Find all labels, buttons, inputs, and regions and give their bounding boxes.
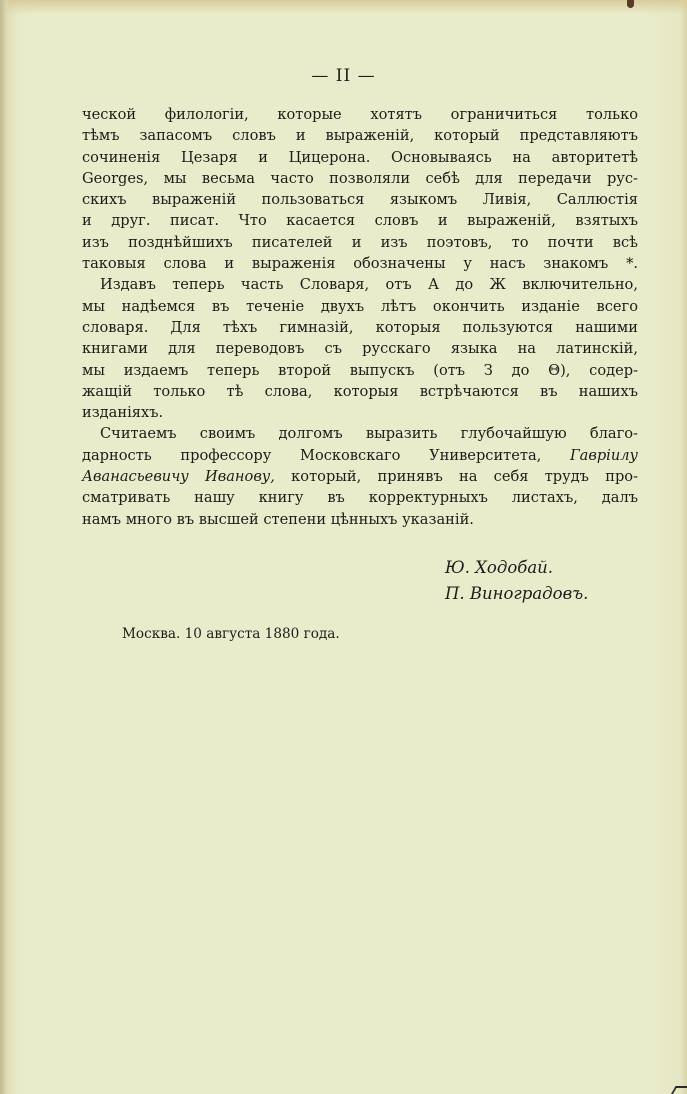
text-line: Georges, мы весьма часто позволяли себѣ для передачи рус- [82,169,638,187]
text-line: изданіяхъ. [82,404,164,422]
page-number: — II — [311,66,376,86]
text-line: тѣмъ запасомъ словъ и выраженій, который представляютъ [82,127,638,145]
signature-khodobay: Ю. Ходобай. [445,558,554,577]
text-line: ческой филологіи, которые хотятъ ограничиться только [82,106,638,123]
text-line: таковыя слова и выраженія обозначены у насъ знакомъ *. [82,255,638,273]
text-line: сочиненія Цезаря и Цицерона. Основываясь на авторитетѣ [82,148,638,166]
signatures [445,555,588,607]
text-line: Издавъ теперь часть Словаря, отъ А до Ж включительно, [100,276,638,294]
text-fragment: дарность профессору Московскаго Университета, [82,446,542,464]
text-line: скихъ выраженій пользоваться языкомъ Ливія, Саллюстія [82,191,638,209]
body-text [82,104,638,530]
text-line [82,445,638,466]
page-corner-mark [671,1086,687,1094]
italic-name: Аванасьевичу Иванову, [82,468,275,486]
italic-name: Гаврiилу [569,446,638,464]
binding-mark [627,0,634,8]
signature-vinogradov: П. Виноградовъ. [445,584,589,603]
text-line: и друг. писат. Что касается словъ и выраженій, взятыхъ [82,212,638,230]
text-line: изъ позднѣйшихъ писателей и изъ поэтовъ, то почти всѣ [82,233,638,251]
text-line: книгами для переводовъ съ русскаго языка на латинскій, [82,340,638,358]
date-line: Москва. 10 августа 1880 года. [122,626,340,642]
text-line: намъ много въ высшей степени цѣнныхъ указаній. [82,510,474,528]
text-line [82,466,638,487]
text-line: Считаемъ своимъ долгомъ выразить глубочайшую благо- [100,425,638,443]
text-line: жащій только тѣ слова, которыя встрѣчаются въ нашихъ [82,382,638,400]
text-line: мы издаемъ теперь второй выпускъ (отъ З до Θ), содер- [82,361,638,379]
text-fragment: который, принявъ на себя трудъ про- [291,468,639,486]
text-line: словаря. Для тѣхъ гимназій, которыя пользуются нашими [82,318,638,336]
text-line: мы надѣемся въ теченіе двухъ лѣтъ окончить изданіе всего [82,297,638,315]
text-line: сматривать нашу книгу въ корректурныхъ листахъ, далъ [82,489,638,507]
